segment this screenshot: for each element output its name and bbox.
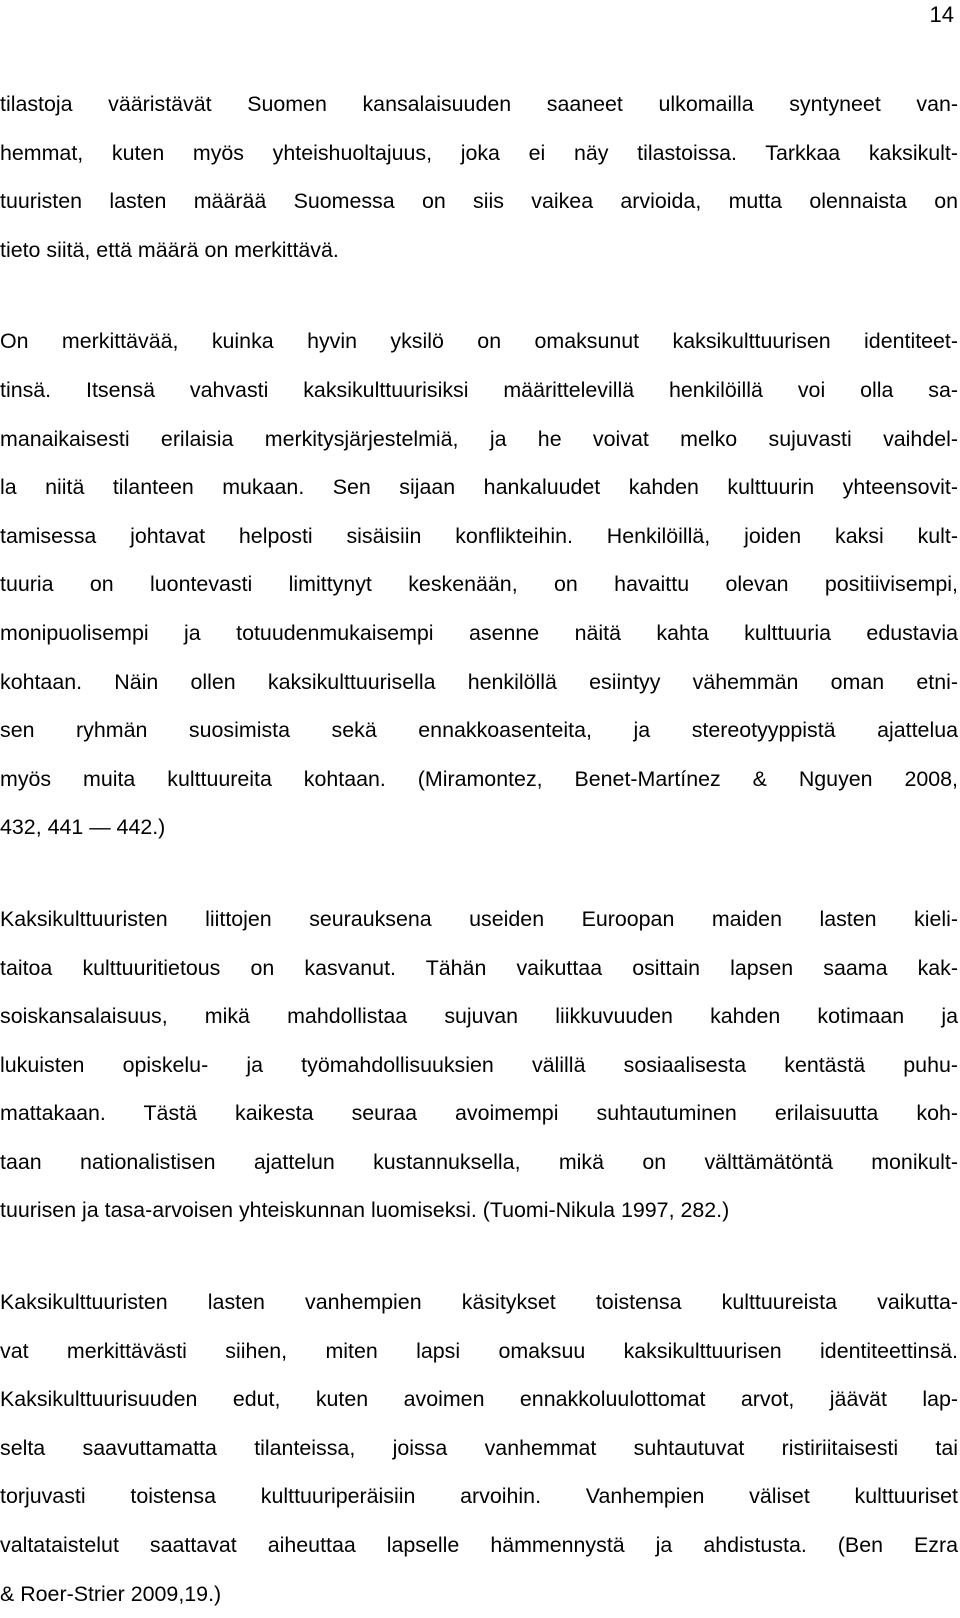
document-body — [0, 80, 958, 1618]
text-line: la niitä tilanteen mukaan. Sen sijaan hankaluudet kahden kulttuurin yhteensovit- — [0, 475, 958, 500]
text-line: soiskansalaisuus, mikä mahdollistaa sujuvan liikkuvuuden kahden kotimaan ja — [0, 1004, 958, 1029]
text-line: monipuolisempi ja totuudenmukaisempi asenne näitä kahta kulttuuria edustavia — [0, 620, 958, 645]
paragraph-spacer — [0, 274, 958, 317]
text-line: On merkittävää, kuinka hyvin yksilö on omaksunut kaksikulttuurisen identiteet- — [0, 329, 958, 354]
text-line: torjuvasti toistensa kulttuuriperäisiin arvoihin. Vanhempien väliset kulttuuriset — [0, 1484, 958, 1509]
text-line: sen ryhmän suosimista sekä ennakkoasenteita, ja stereotyyppistä ajattelua — [0, 718, 958, 743]
text-line: 432, 441 — 442.) — [0, 815, 166, 840]
paragraph-spacer — [0, 852, 958, 895]
text-line: tuurisen ja tasa-arvoisen yhteiskunnan luomiseksi. (Tuomi-Nikula 1997, 282.) — [0, 1198, 730, 1223]
text-line: lukuisten opiskelu- ja työmahdollisuuksien välillä sosiaalisesta kentästä puhu- — [0, 1052, 958, 1077]
page-number: 14 — [929, 2, 954, 27]
text-line: Kaksikulttuurisuuden edut, kuten avoimen ennakkoluulottomat arvot, jäävät lap- — [0, 1387, 958, 1412]
paragraph-1 — [0, 80, 958, 274]
text-line: Kaksikulttuuristen liittojen seurauksena useiden Euroopan maiden lasten kieli- — [0, 906, 958, 931]
paragraph-2 — [0, 317, 958, 852]
paragraph-3 — [0, 895, 958, 1235]
text-line: tilastoja vääristävät Suomen kansalaisuuden saaneet ulkomailla syntyneet van- — [0, 92, 958, 116]
text-line: & Roer-Strier 2009,19.) — [0, 1581, 222, 1606]
text-line: myös muita kulttuureita kohtaan. (Miramontez, Benet-Martínez & Nguyen 2008, — [0, 766, 958, 791]
text-line: tuuria on luontevasti limittynyt keskenään, on havaittu olevan positiivisempi, — [0, 572, 958, 597]
text-line: tuuristen lasten määrää Suomessa on siis vaikea arvioida, mutta olennaista on — [0, 189, 958, 214]
text-line: tamisessa johtavat helposti sisäisiin konflikteihin. Henkilöillä, joiden kaksi kult- — [0, 523, 958, 548]
text-line: Kaksikulttuuristen lasten vanhempien käsitykset toistensa kulttuureista vaikutta- — [0, 1290, 958, 1315]
text-line: vat merkittävästi siihen, miten lapsi omaksuu kaksikulttuurisen identiteettinsä. — [0, 1338, 958, 1363]
text-line: taitoa kulttuuritietous on kasvanut. Tähän vaikuttaa osittain lapsen saama kak- — [0, 955, 958, 980]
text-line: hemmat, kuten myös yhteishuoltajuus, joka ei näy tilastoissa. Tarkkaa kaksikult- — [0, 140, 958, 165]
text-line: valtataistelut saattavat aiheuttaa lapselle hämmennystä ja ahdistusta. (Ben Ezra — [0, 1533, 958, 1558]
text-line: selta saavuttamatta tilanteissa, joissa vanhemmat suhtautuvat ristiriitaisesti tai — [0, 1435, 958, 1460]
text-line: mattakaan. Tästä kaikesta seuraa avoimempi suhtautuminen erilaisuutta koh- — [0, 1101, 958, 1126]
text-line: manaikaisesti erilaisia merkitysjärjestelmiä, ja he voivat melko sujuvasti vaihdel- — [0, 426, 958, 451]
text-line: kohtaan. Näin ollen kaksikulttuurisella henkilöllä esiintyy vähemmän oman etni- — [0, 669, 958, 694]
text-line: taan nationalistisen ajattelun kustannuksella, mikä on välttämätöntä monikult- — [0, 1149, 958, 1174]
paragraph-4 — [0, 1278, 958, 1618]
paragraph-spacer — [0, 1235, 958, 1278]
text-line: tieto siitä, että määrä on merkittävä. — [0, 237, 339, 262]
text-line: tinsä. Itsensä vahvasti kaksikulttuurisiksi määrittelevillä henkilöillä voi olla sa- — [0, 377, 958, 402]
